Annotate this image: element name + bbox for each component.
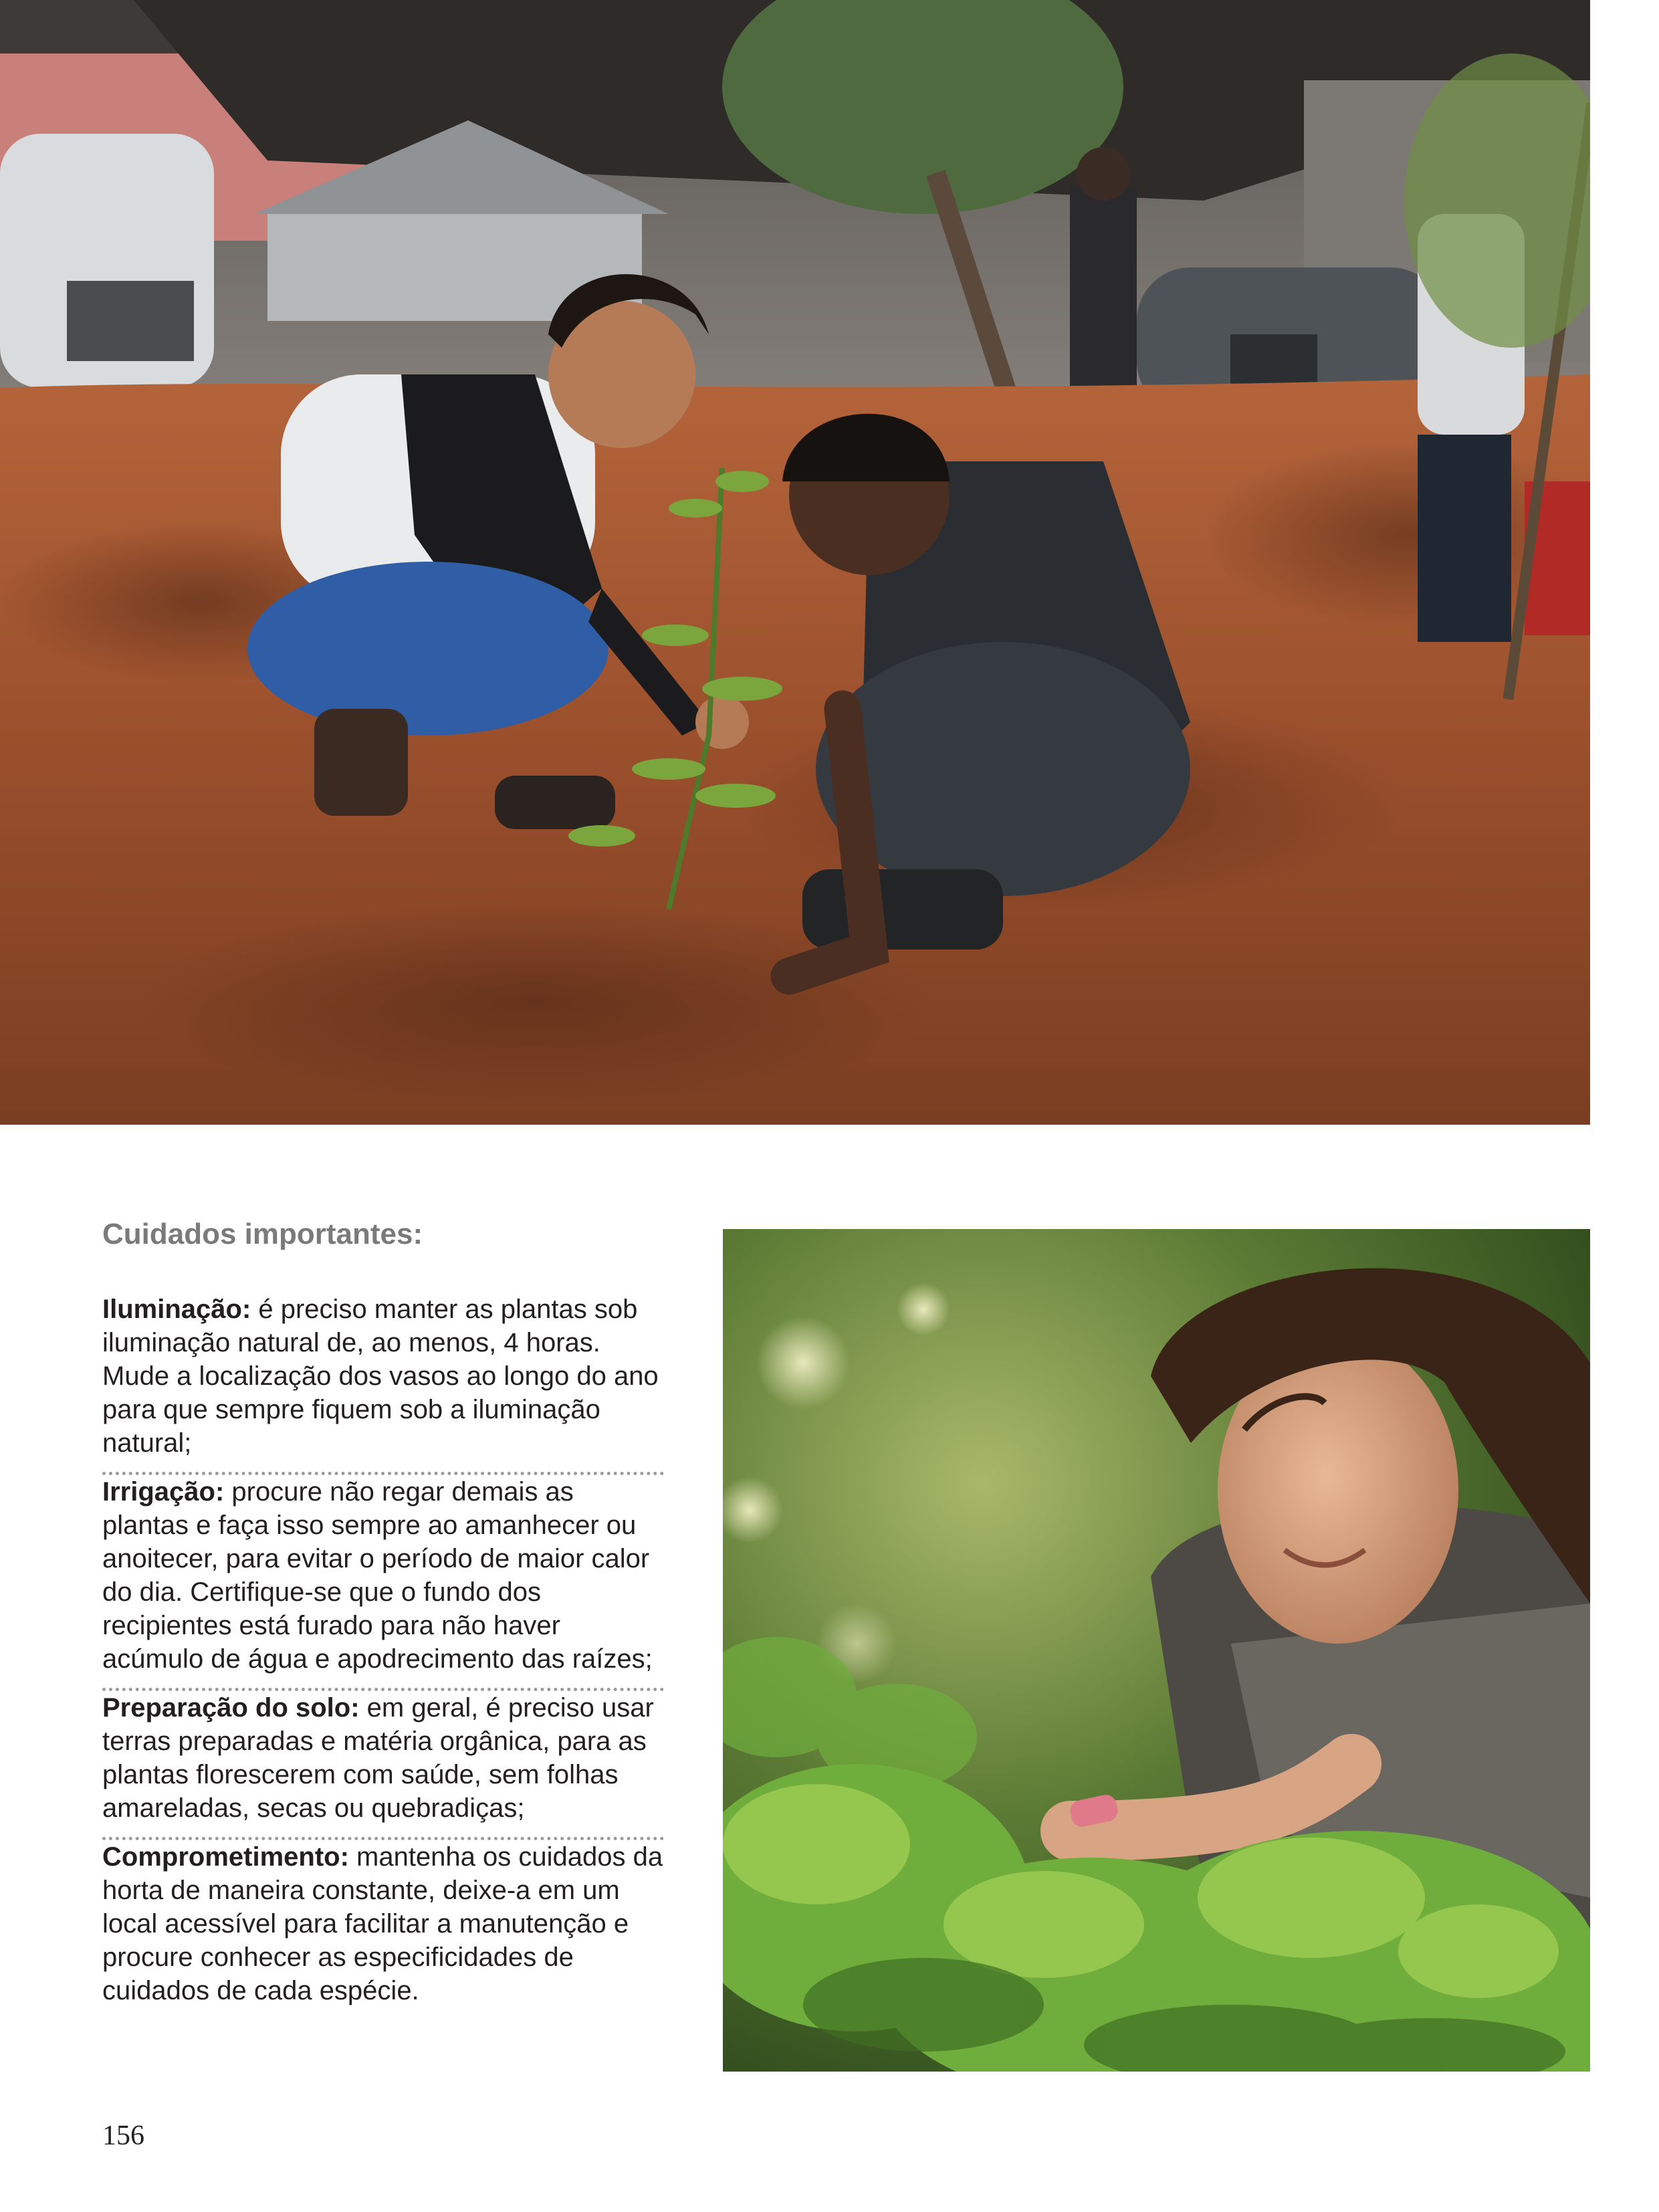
care-item-soil-preparation	[102, 1691, 664, 1837]
care-item-title: Preparação do solo:	[102, 1692, 360, 1723]
care-item-text: mantenha os cuidados da horta de maneira constante, deixe-a em um local acessível para facilitar a manutenção e procure conhecer as especificidades de cuidados de cada espécie.	[102, 1842, 663, 2005]
care-item-text: é preciso manter as plantas sob iluminação natural de, ao menos, 4 horas. Mude a localização dos vasos ao longo do ano para que sempre fiquem sob a iluminação natural;	[102, 1294, 659, 1458]
care-item-title: Iluminação:	[102, 1294, 251, 1324]
girl-tending-garden-photo	[723, 1229, 1590, 2072]
care-item-irrigation	[102, 1475, 664, 1688]
children-planting-photo	[0, 0, 1590, 1125]
care-item-commitment	[102, 1840, 664, 2019]
care-item-lighting	[102, 1293, 664, 1472]
care-item-text: em geral, é preciso usar terras preparadas e matéria orgânica, para as plantas florescerem com saúde, sem folhas amareladas, secas ou quebradiças;	[102, 1692, 654, 1823]
care-item-text: procure não regar demais as plantas e faça isso sempre ao amanhecer ou anoitecer, para evitar o período de maior calor do dia. Certifique-se que o fundo dos recipientes está furado para não haver acúmulo de água e apodrecimento das raízes;	[102, 1476, 653, 1674]
care-item-title: Comprometimento:	[102, 1842, 349, 1872]
care-heading: Cuidados importantes:	[102, 1218, 423, 1250]
care-tips-section	[102, 1217, 664, 2019]
care-item-title: Irrigação:	[102, 1476, 225, 1507]
page-number: 156	[102, 2120, 144, 2151]
